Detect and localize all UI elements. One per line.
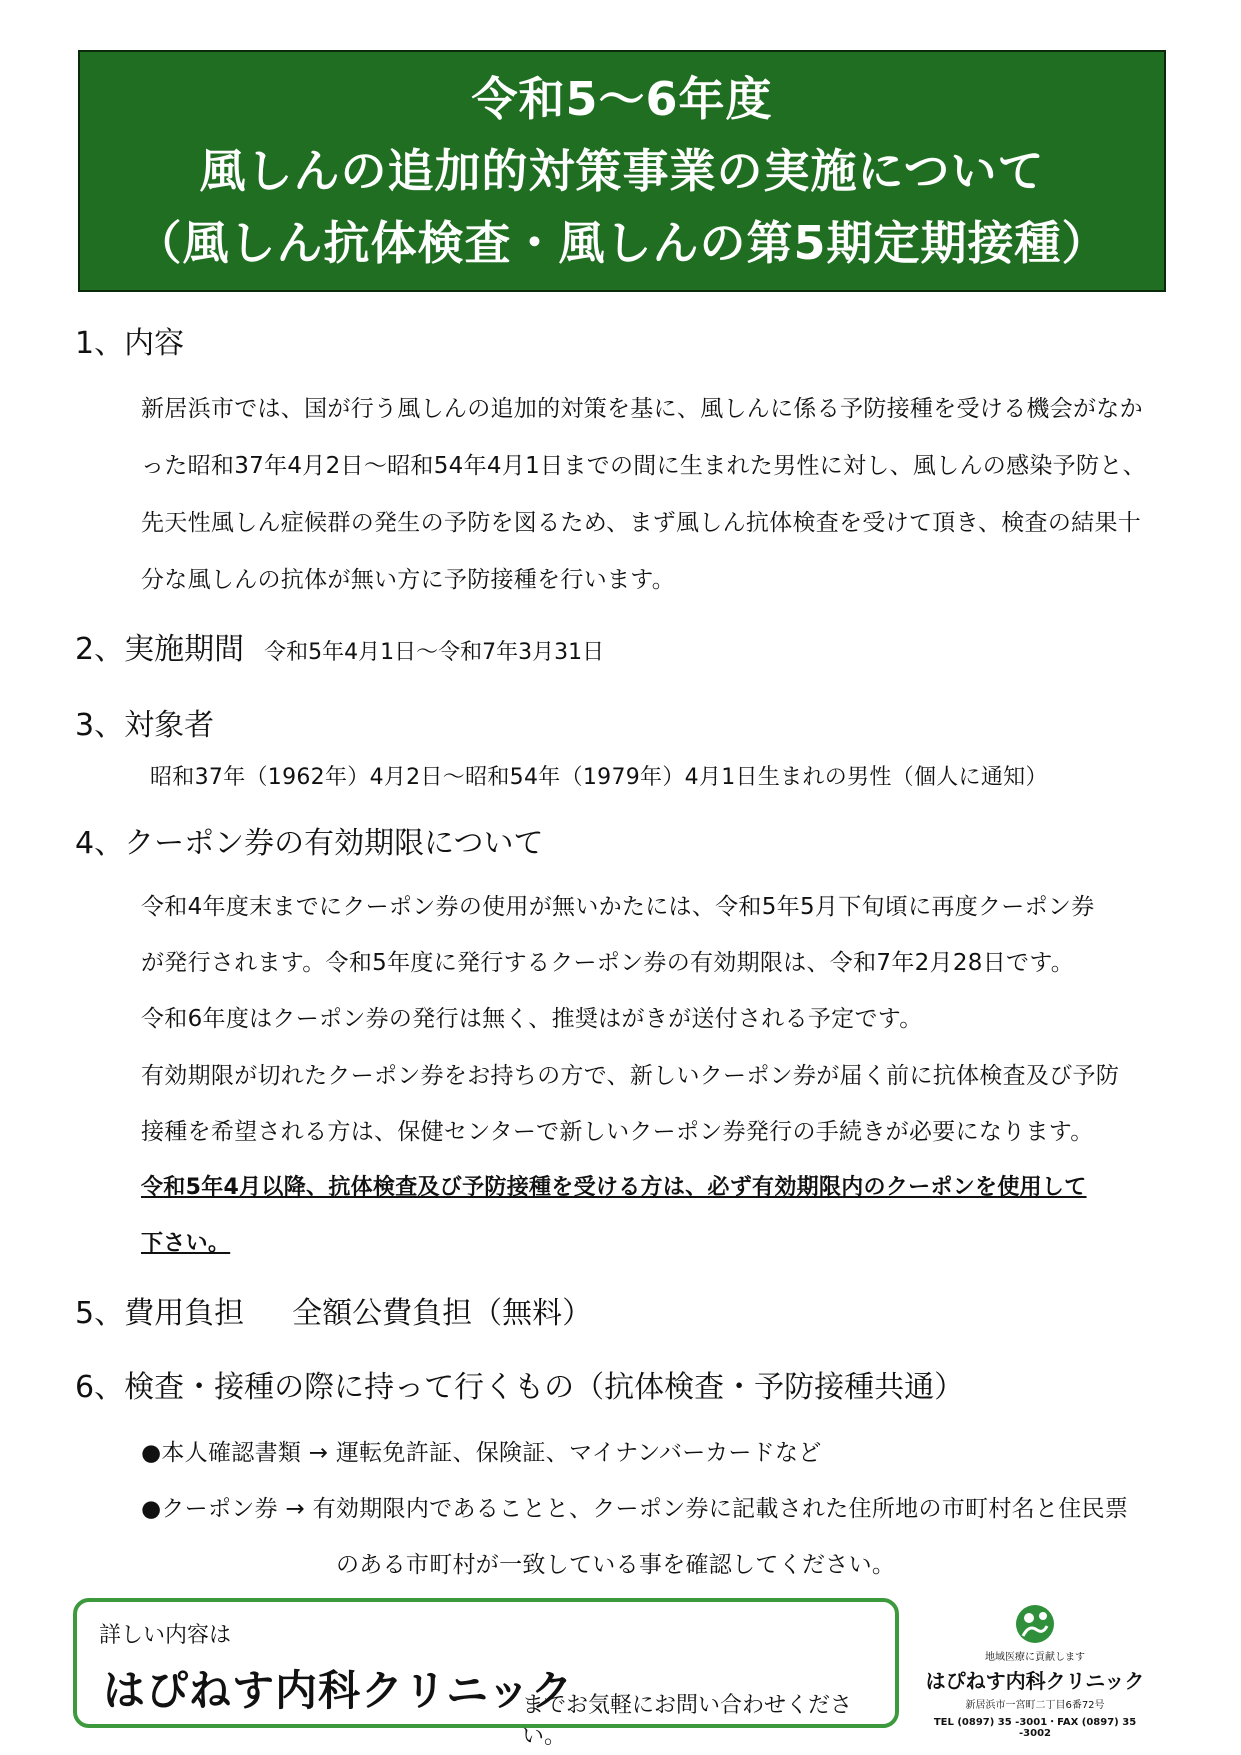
bring-item-coupon-cont: のある市町村が一致している事を確認してください。 bbox=[336, 1552, 896, 1578]
clinic-logo bbox=[920, 1600, 1150, 1739]
section-4-line-3: 令和6年度はクーポン券の発行は無く、推奨はがきが送付される予定です。 bbox=[141, 1006, 923, 1032]
section-2-heading-text: 2、実施期間 bbox=[75, 632, 245, 667]
section-5-heading bbox=[75, 1288, 592, 1332]
title-banner bbox=[78, 50, 1166, 292]
section-5-heading-text: 5、費用負担 bbox=[75, 1296, 245, 1331]
contact-box bbox=[73, 1598, 899, 1749]
target-persons: 昭和37年（1962年）4月2日～昭和54年（1979年）4月1日生まれの男性（個人に通知） bbox=[150, 765, 1048, 790]
section-2-heading bbox=[75, 624, 604, 668]
contact-clinic-name: はぴねす内科クリニック bbox=[103, 1666, 574, 1715]
title-line-2: 風しんの追加的対策事業の実施について bbox=[199, 144, 1045, 198]
section-4-line-1: 令和4年度末までにクーポン券の使用が無いかたには、令和5年5月下旬頃に再度クーポン券 bbox=[141, 894, 1095, 920]
section-1-line-3: 先天性風しん症候群の発生の予防を図るため、まず風しん抗体検査を受けて頂き、検査の結果十 bbox=[141, 510, 1142, 536]
bring-item-coupon: ●クーポン券 → 有効期限内であることと、クーポン券に記載された住所地の市町村名と住民票 bbox=[141, 1496, 1129, 1522]
contact-tail: までお気軽にお問い合わせください。 bbox=[522, 1693, 853, 1749]
section-4-line-5: 接種を希望される方は、保健センターで新しいクーポン券発行の手続きが必要になります。 bbox=[141, 1119, 1094, 1145]
section-6-heading: 6、検査・接種の際に持って行くもの（抗体検査・予防接種共通） bbox=[75, 1370, 965, 1405]
contact-lead: 詳しい内容は bbox=[99, 1623, 232, 1648]
section-4-heading: 4、クーポン券の有効期限について bbox=[75, 826, 544, 861]
section-4-line-2: が発行されます。令和5年度に発行するクーポン券の有効期限は、令和7年2月28日です。 bbox=[141, 950, 1075, 976]
section-1-line-1: 新居浜市では、国が行う風しんの追加的対策を基に、風しんに係る予防接種を受ける機会がなか bbox=[141, 396, 1143, 422]
logo-tel: TEL (0897) 35 -3001・FAX (0897) 35 -3002 bbox=[933, 1717, 1137, 1739]
section-1-line-4: 分な風しんの抗体が無い方に予防接種を行います。 bbox=[141, 567, 676, 593]
logo-clinic-name: はぴねす内科クリニック bbox=[925, 1669, 1145, 1693]
section-1-heading: 1、内容 bbox=[75, 326, 185, 361]
cost-value: 全額公費負担（無料） bbox=[292, 1296, 593, 1331]
section-4-emphasis-2: 下さい。 bbox=[141, 1231, 231, 1256]
section-4-line-4: 有効期限が切れたクーポン券をお持ちの方で、新しいクーポン券が届く前に抗体検査及び予防 bbox=[141, 1063, 1120, 1089]
clinic-emblem-icon bbox=[1007, 1600, 1063, 1646]
section-1-line-2: った昭和37年4月2日～昭和54年4月1日までの間に生まれた男性に対し、風しんの感染予防と、 bbox=[141, 453, 1146, 479]
title-line-3: （風しん抗体検査・風しんの第5期定期接種） bbox=[135, 216, 1109, 270]
bring-item-id: ●本人確認書類 → 運転免許証、保険証、マイナンバーカードなど bbox=[141, 1440, 822, 1466]
section-3-heading: 3、対象者 bbox=[75, 708, 215, 743]
logo-address: 新居浜市一宮町二丁目6番72号 bbox=[965, 1700, 1105, 1711]
section-4-emphasis-1: 令和5年4月以降、抗体検査及び予防接種を受ける方は、必ず有効期限内のクーポンを使用して bbox=[141, 1175, 1087, 1200]
implementation-period: 令和5年4月1日～令和7年3月31日 bbox=[264, 640, 605, 665]
logo-slogan: 地域医療に貢献します bbox=[985, 1652, 1085, 1663]
title-line-1: 令和5～6年度 bbox=[471, 72, 773, 126]
